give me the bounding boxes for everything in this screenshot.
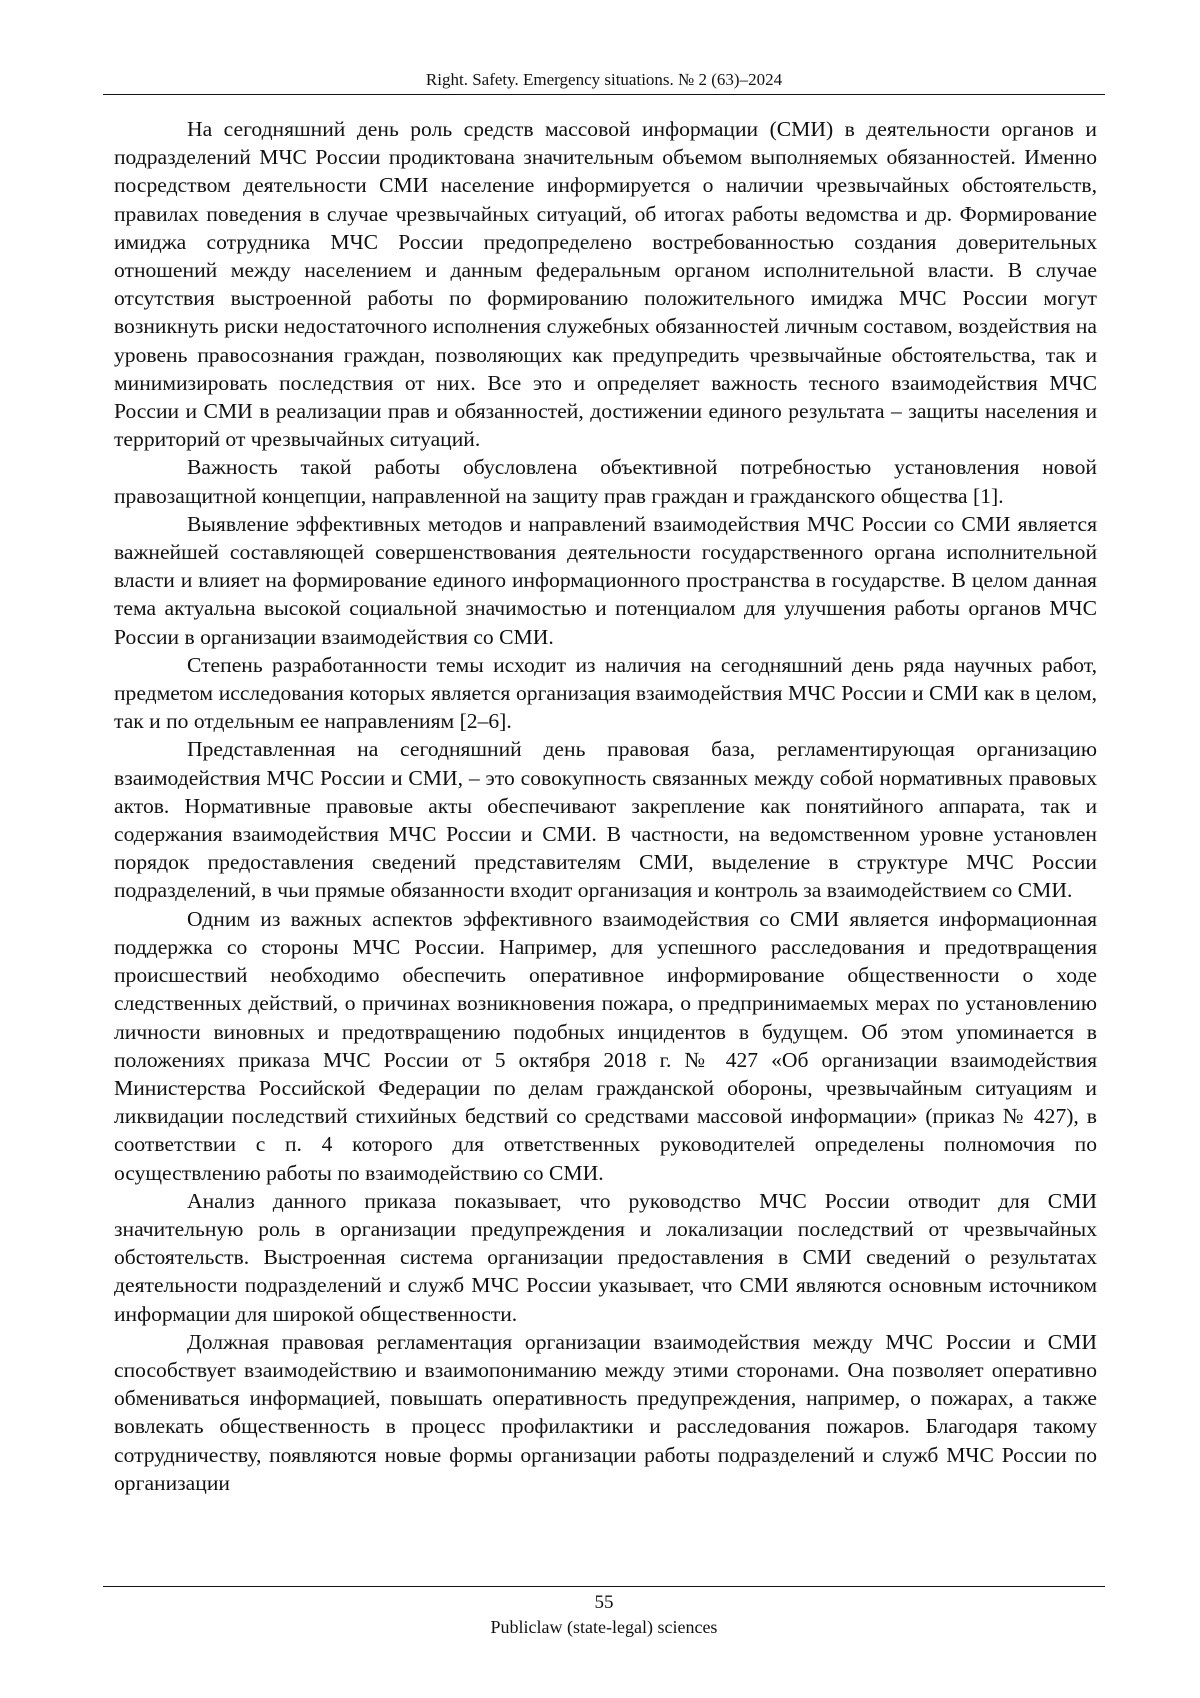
paragraph: Одним из важных аспектов эффективного взаимодействия со СМИ является информационная поддержка со стороны МЧС России. Например, для успешного расследования и предотвращения происшествий необходимо обеспечить оперативное информирование общественности о ходе следственных действий, о причинах возникновения пожара, о предпринимаемых мерах по установлению личности виновных и предотвращению подобных инцидентов в будущем. Об этом упоминается в положениях приказа МЧС России от 5 октября 2018 г. № 427 «Об организации взаимодействия Министерства Российской Федерации по делам гражданской обороны, чрезвычайным ситуациям и ликвидации последствий стихийных бедствий со средствами массовой информации» (приказ № 427), в соответствии с п. 4 которого для ответственных руководителей определены полномочия по осуществлению работы по взаимодействию со СМИ.	[114, 906, 1097, 1185]
running-header: Right. Safety. Emergency situations. № 2 (63)–2024	[425, 70, 783, 89]
paragraph: Выявление эффективных методов и направлений взаимодействия МЧС России со СМИ является важнейшей составляющей совершенствования деятельности государственного органа исполнительной власти и влияет на формирование единого информационного пространства в государстве. В целом данная тема актуальна высокой социальной значимостью и потенциалом для улучшения работы органов МЧС России в организации взаимодействия со СМИ.	[114, 511, 1097, 649]
article-body	[114, 115, 1097, 1497]
paragraph: Должная правовая регламентация организации взаимодействия между МЧС России и СМИ способствует взаимодействию и взаимопониманию между этими сторонами. Она позволяет оперативно обмениваться информацией, повышать оперативность предупреждения, например, о пожарах, а также вовлекать общественность в процесс профилактики и расследования пожаров. Благодаря такому сотрудничеству, появляются новые формы организации работы подразделений и служб МЧС России по организации	[114, 1329, 1097, 1495]
paragraph: Представленная на сегодняшний день правовая база, регламентирующая организацию взаимодействия МЧС России и СМИ, – это совокупность связанных между собой нормативных правовых актов. Нормативные правовые акты обеспечивают закрепление как понятийного аппарата, так и содержания взаимодействия МЧС России и СМИ. В частности, на ведомственном уровне установлен порядок предоставления сведений представителям СМИ, выделение в структуре МЧС России подразделений, в чьи прямые обязанности входит организация и контроль за взаимодействием со СМИ.	[114, 737, 1097, 903]
running-footer: Publiclaw (state-legal) sciences	[490, 1617, 718, 1637]
footer-divider	[103, 1586, 1105, 1587]
paragraph: Анализ данного приказа показывает, что руководство МЧС России отводит для СМИ значительную роль в организации предупреждения и локализации последствий от чрезвычайных обстоятельств. Выстроенная система организации предоставления в СМИ сведений о результатах деятельности подразделений и служб МЧС России указывает, что СМИ являются основным источником информации для широкой общественности.	[114, 1188, 1097, 1326]
paragraph: На сегодняшний день роль средств массовой информации (СМИ) в деятельности органов и подразделений МЧС России продиктована значительным объемом выполняемых обязанностей. Именно посредством деятельности СМИ население информируется о наличии чрезвычайных обстоятельств, правилах поведения в случае чрезвычайных ситуаций, об итогах работы ведомства и др. Формирование имиджа сотрудника МЧС России предопределено востребованностью создания доверительных отношений между населением и данным федеральным органом исполнительной власти. В случае отсутствия выстроенной работы по формированию положительного имиджа МЧС России могут возникнуть риски недостаточного исполнения служебных обязанностей личным составом, воздействия на уровень правосознания граждан, позволяющих как предупредить чрезвычайные обстоятельства, так и минимизировать последствия от них. Все это и определяет важность тесного взаимодействия МЧС России и СМИ в реализации прав и обязанностей, достижении единого результата – защиты населения и территорий от чрезвычайных ситуаций.	[114, 117, 1097, 452]
page-number: 55	[594, 1592, 614, 1613]
paragraph: Степень разработанности темы исходит из наличия на сегодняшний день ряда научных работ, предметом исследования которых является организация взаимодействия МЧС России и СМИ как в целом, так и по отдельным ее направлениям [2–6].	[114, 652, 1097, 734]
paragraph: Важность такой работы обусловлена объективной потребностью установления новой правозащитной концепции, направленной на защиту прав граждан и гражданского общества [1].	[114, 455, 1097, 508]
header-divider	[103, 94, 1105, 95]
